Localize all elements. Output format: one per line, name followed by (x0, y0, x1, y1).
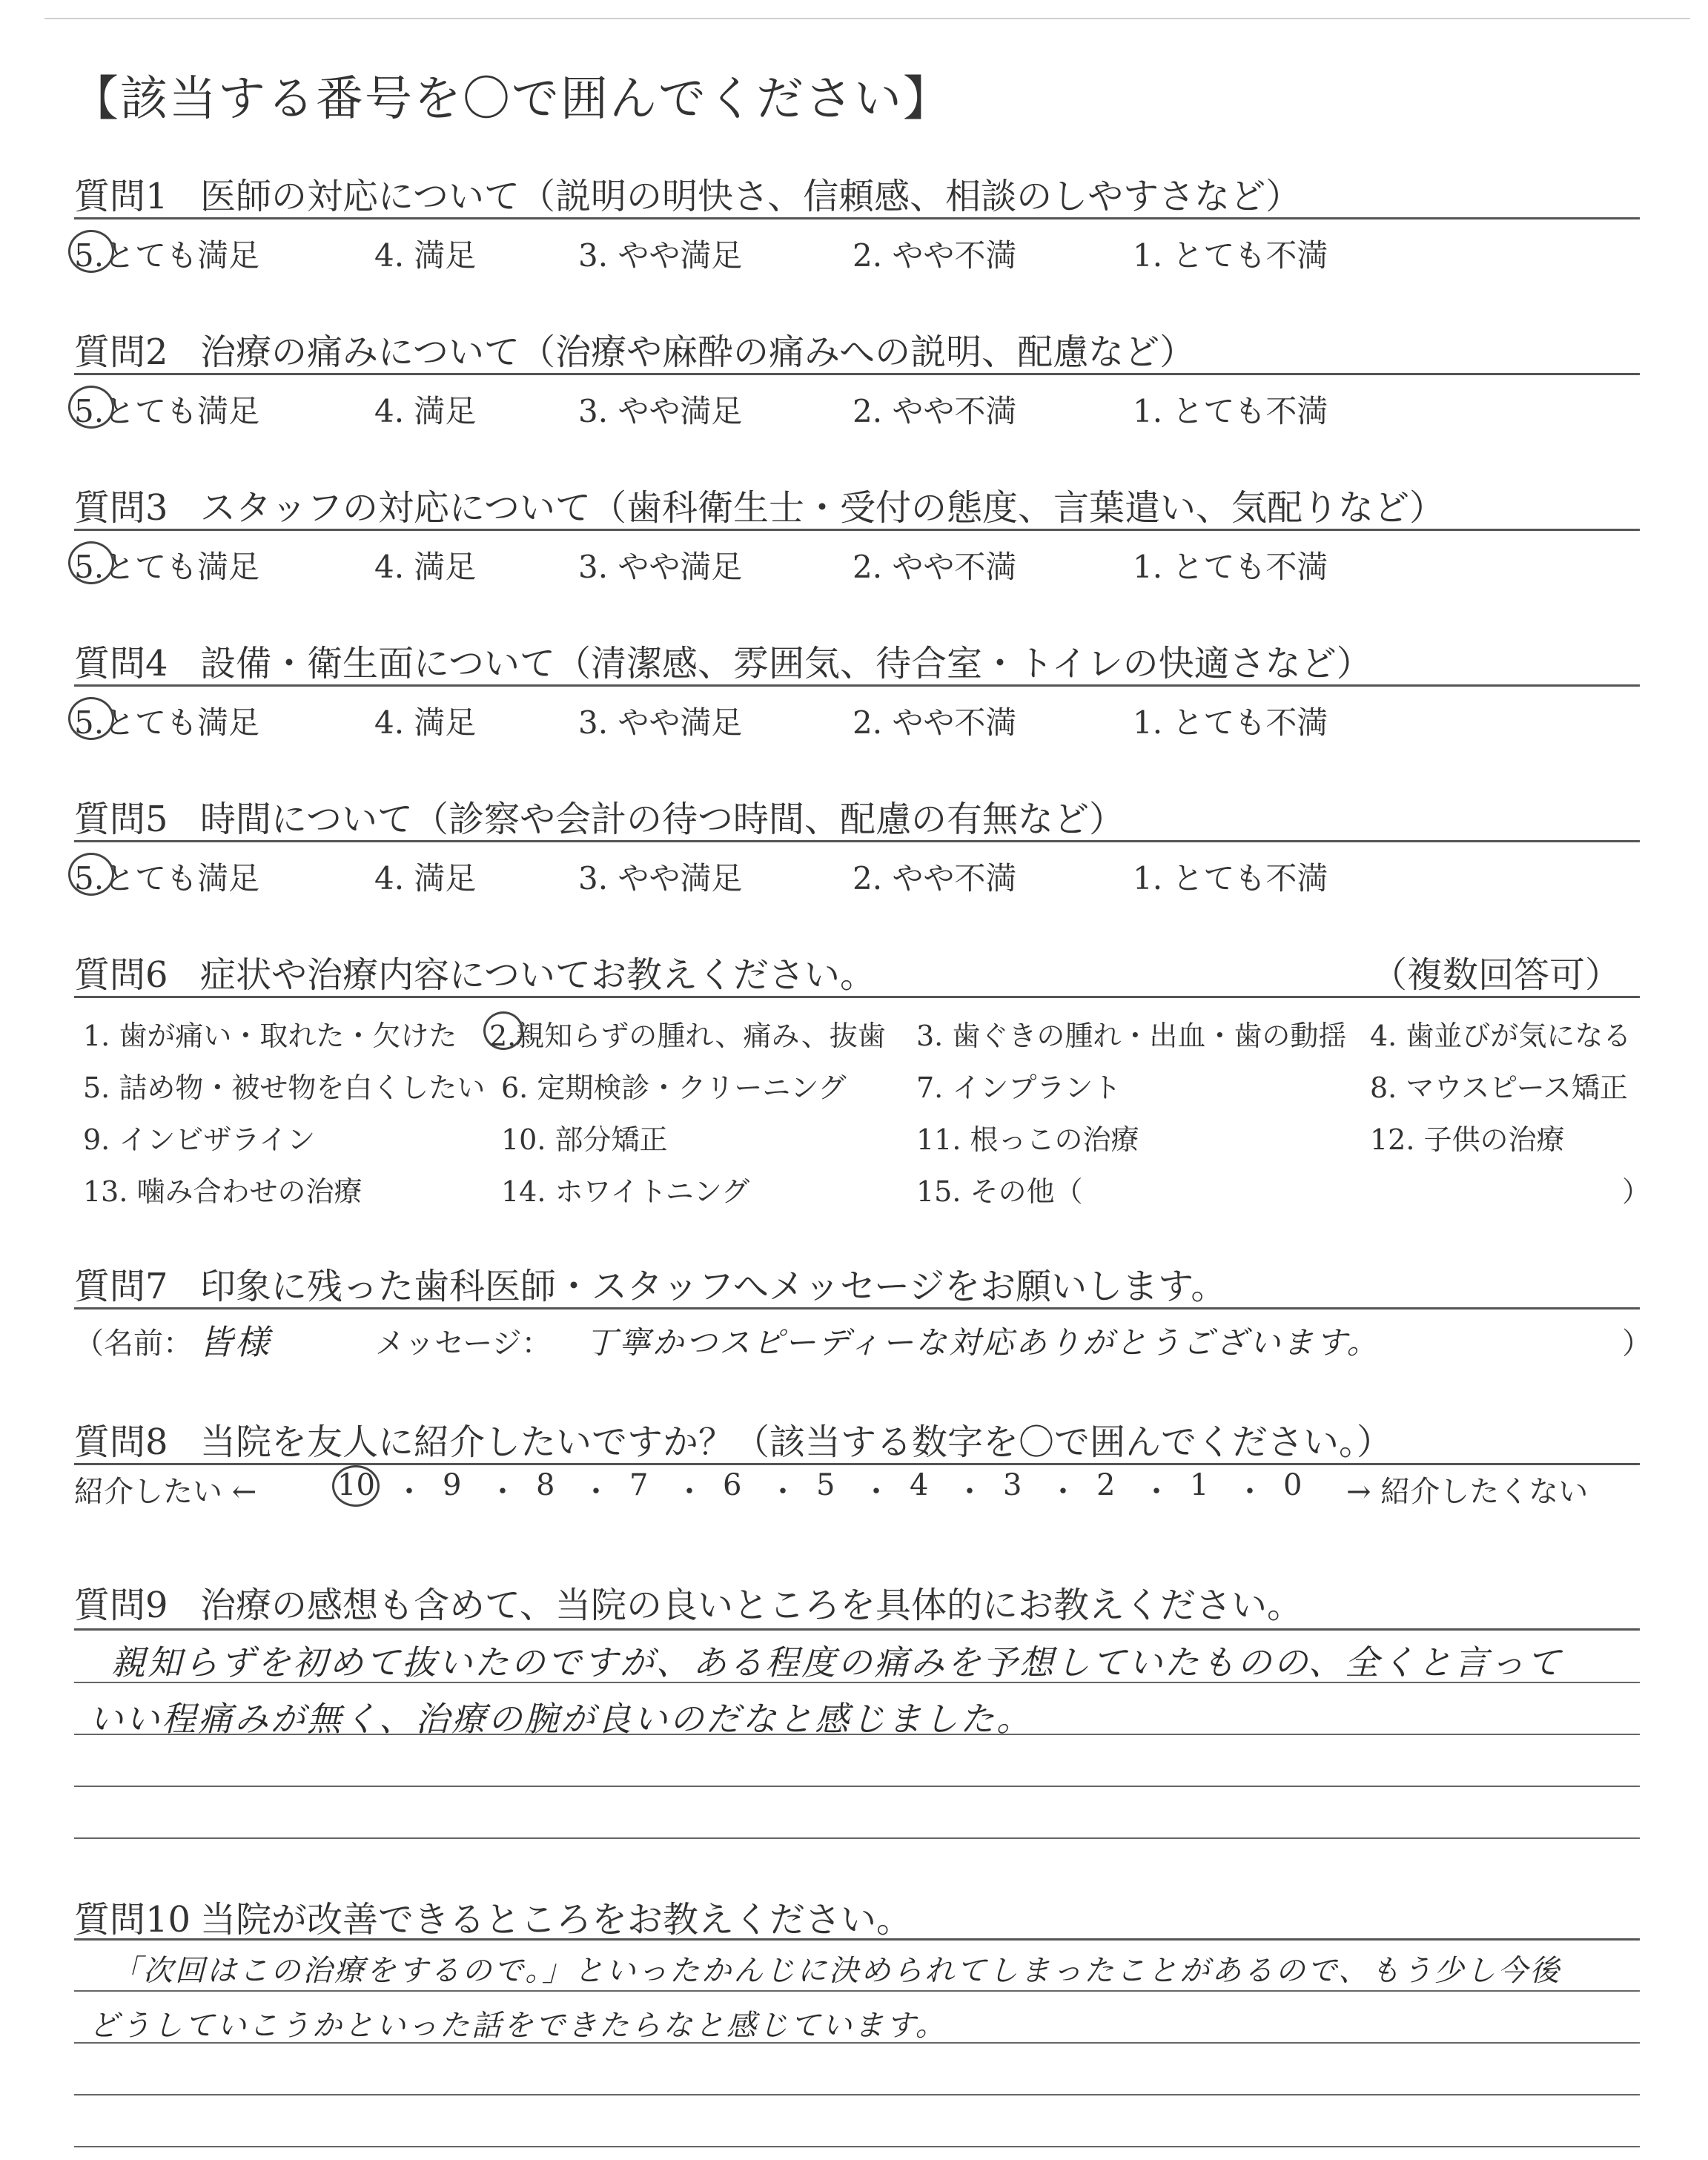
symptom-option-11[interactable]: 11. 根っこの治療 (916, 1123, 1139, 1156)
option-5[interactable]: 5.とても満足 (74, 549, 260, 585)
question-text: スタッフの対応について（歯科衛生士・受付の態度、言葉遣い、気配りなど） (200, 487, 1446, 529)
scale-dot: ・ (768, 1475, 798, 1509)
symptom-option-12[interactable]: 12. 子供の治療 (1370, 1123, 1565, 1156)
answer-rule (74, 2094, 1640, 2095)
question-number: 質問2 (74, 331, 168, 373)
symptom-option-15[interactable]: 15. その他（ (916, 1175, 1083, 1208)
question-1-rule (74, 217, 1640, 219)
question-2-rule (74, 373, 1640, 375)
instructions-header: 【該当する番号を〇で囲んでください】 (71, 72, 952, 127)
scale-7[interactable]: 7 (629, 1468, 649, 1502)
symptom-option-13[interactable]: 13. 噛み合わせの治療 (83, 1175, 363, 1208)
scale-2[interactable]: 2 (1096, 1468, 1116, 1502)
option-2[interactable]: 2. やや不満 (853, 237, 1017, 274)
option-2[interactable]: 2. やや不満 (853, 860, 1017, 896)
option-1[interactable]: 1. とても不満 (1133, 860, 1328, 896)
answer-rule (74, 2146, 1640, 2147)
symptom-option-8[interactable]: 8. マウスピース矯正 (1370, 1071, 1628, 1104)
question-1-title (74, 168, 1301, 219)
question-number: 質問1 (74, 176, 168, 217)
answer-rule (74, 1682, 1640, 1683)
multiple-answer-note: （複数回答可） (1371, 954, 1621, 996)
message-label: メッセージ： (375, 1327, 552, 1361)
question-text: 医師の対応について（説明の明快さ、信頼感、相談のしやすさなど） (200, 176, 1302, 217)
option-3[interactable]: 3. やや満足 (578, 237, 743, 274)
top-border (44, 18, 1690, 19)
other-close-paren: ） (1622, 1175, 1651, 1208)
answer-rule (74, 1786, 1640, 1787)
question-9-title (74, 1576, 1302, 1628)
symptom-option-5[interactable]: 5. 詰め物・被せ物を白くしたい (83, 1071, 486, 1104)
answer-line-1[interactable]: 「次回はこの治療をするので。」といったかんじに決められてしまったことがあるので、もう少し今後 (111, 1954, 1562, 1988)
question-text: 当院が改善できるところをお教えください。 (200, 1899, 913, 1941)
name-value[interactable]: 皆様 (199, 1322, 271, 1362)
question-8-rule (74, 1463, 1640, 1465)
scale-6[interactable]: 6 (723, 1468, 742, 1502)
message-value[interactable]: 丁寧かつスピーディーな対応ありがとうございます。 (586, 1324, 1380, 1361)
answer-line-2[interactable]: いい程痛みが無く、治療の腕が良いのだなと感じました。 (89, 1699, 1033, 1739)
answer-line-1[interactable]: 親知らずを初めて抜いたのですが、ある程度の痛みを予想していたものの、全くと言って (111, 1642, 1563, 1682)
option-5[interactable]: 5.とても満足 (74, 393, 260, 429)
question-text: 時間について（診察や会計の待つ時間、配慮の有無など） (200, 799, 1125, 840)
message-close-paren: ） (1622, 1327, 1652, 1361)
question-text: 症状や治療内容についてお教えください。 (200, 954, 876, 996)
symptom-option-10[interactable]: 10. 部分矯正 (501, 1123, 668, 1156)
symptom-option-3[interactable]: 3. 歯ぐきの腫れ・出血・歯の動揺 (916, 1020, 1347, 1052)
option-5[interactable]: 5.とても満足 (74, 237, 260, 274)
question-10-title (74, 1891, 912, 1942)
name-label: （名前： (74, 1327, 193, 1361)
question-7-rule (74, 1307, 1640, 1309)
answer-rule (74, 2042, 1640, 2044)
question-number: 質問3 (74, 487, 168, 529)
option-1[interactable]: 1. とても不満 (1133, 549, 1328, 585)
symptom-option-4[interactable]: 4. 歯並びが気になる (1370, 1020, 1632, 1052)
scale-8[interactable]: 8 (536, 1468, 555, 1502)
question-5-title (74, 790, 1125, 842)
question-2-title (74, 323, 1195, 374)
option-4[interactable]: 4. 満足 (374, 704, 477, 741)
option-1[interactable]: 1. とても不満 (1133, 704, 1328, 741)
option-5[interactable]: 5.とても満足 (74, 704, 260, 741)
option-4[interactable]: 4. 満足 (374, 549, 477, 585)
question-text: 治療の痛みについて（治療や麻酔の痛みへの説明、配慮など） (200, 331, 1196, 373)
answer-line-2[interactable]: どうしていこうかといった話をできたらなと感じています。 (89, 2009, 947, 2043)
question-number: 質問9 (74, 1585, 168, 1626)
option-3[interactable]: 3. やや満足 (578, 704, 743, 741)
question-6-rule (74, 996, 1640, 998)
scale-dot: ・ (1048, 1475, 1078, 1509)
question-number: 質問8 (74, 1421, 168, 1463)
option-3[interactable]: 3. やや満足 (578, 860, 743, 896)
symptom-option-2[interactable]: 2.親知らずの腫れ、痛み、抜歯 (489, 1020, 886, 1052)
option-2[interactable]: 2. やや不満 (853, 704, 1017, 741)
scale-left-label: 紹介したい ← (74, 1475, 257, 1509)
question-10-rule (74, 1938, 1640, 1941)
question-number: 質問6 (74, 954, 168, 996)
option-4[interactable]: 4. 満足 (374, 860, 477, 896)
scale-dot: ・ (955, 1475, 984, 1509)
scale-0[interactable]: 0 (1283, 1468, 1302, 1502)
question-number: 質問10 (74, 1899, 191, 1941)
answer-rule (74, 1990, 1640, 1992)
scale-right-label: → 紹介したくない (1346, 1475, 1589, 1509)
option-1[interactable]: 1. とても不満 (1133, 393, 1328, 429)
question-text: 設備・衛生面について（清潔感、雰囲気、待合室・トイレの快適さなど） (200, 643, 1372, 684)
scale-1[interactable]: 1 (1190, 1468, 1209, 1502)
option-4[interactable]: 4. 満足 (374, 237, 477, 274)
question-text: 治療の感想も含めて、当院の良いところを具体的にお教えください。 (200, 1585, 1303, 1626)
scale-dot: ・ (488, 1475, 517, 1509)
question-number: 質問5 (74, 799, 168, 840)
option-5[interactable]: 5.とても満足 (74, 860, 260, 896)
option-2[interactable]: 2. やや不満 (853, 549, 1017, 585)
question-8-title (74, 1413, 1392, 1464)
scale-dot: ・ (1235, 1475, 1265, 1509)
question-text: 印象に残った歯科医師・スタッフへメッセージをお願いします。 (200, 1266, 1227, 1307)
question-number: 質問4 (74, 643, 168, 684)
option-3[interactable]: 3. やや満足 (578, 393, 743, 429)
question-4-title (74, 635, 1372, 686)
symptom-option-7[interactable]: 7. インプラント (916, 1071, 1122, 1104)
scale-10[interactable]: 10 (337, 1468, 375, 1502)
scale-dot: ・ (675, 1475, 704, 1509)
scale-dot: ・ (1142, 1475, 1171, 1509)
scale-4[interactable]: 4 (910, 1468, 929, 1502)
question-3-title (74, 479, 1445, 530)
symptom-option-1[interactable]: 1. 歯が痛い・取れた・欠けた (83, 1020, 457, 1052)
symptom-option-9[interactable]: 9. インビザライン (83, 1123, 316, 1156)
scale-dot: ・ (861, 1475, 891, 1509)
answer-rule (74, 1734, 1640, 1735)
symptom-option-6[interactable]: 6. 定期検診・クリーニング (501, 1071, 847, 1104)
question-5-rule (74, 840, 1640, 842)
option-1[interactable]: 1. とても不満 (1133, 237, 1328, 274)
question-9-rule (74, 1628, 1640, 1631)
scale-dot: ・ (394, 1475, 424, 1509)
question-6-title (74, 946, 875, 997)
question-number: 質問7 (74, 1266, 168, 1307)
question-3-rule (74, 529, 1640, 531)
answer-rule (74, 1837, 1640, 1839)
question-7-title (74, 1258, 1226, 1309)
option-2[interactable]: 2. やや不満 (853, 393, 1017, 429)
option-4[interactable]: 4. 満足 (374, 393, 477, 429)
scale-dot: ・ (581, 1475, 611, 1509)
symptom-option-14[interactable]: 14. ホワイトニング (501, 1175, 750, 1208)
question-text: 当院を友人に紹介したいですか？（該当する数字を〇で囲んでください。） (200, 1421, 1393, 1463)
scale-9[interactable]: 9 (443, 1468, 462, 1502)
option-3[interactable]: 3. やや満足 (578, 549, 743, 585)
scale-3[interactable]: 3 (1003, 1468, 1022, 1502)
question-4-rule (74, 684, 1640, 687)
scale-5[interactable]: 5 (816, 1468, 835, 1502)
